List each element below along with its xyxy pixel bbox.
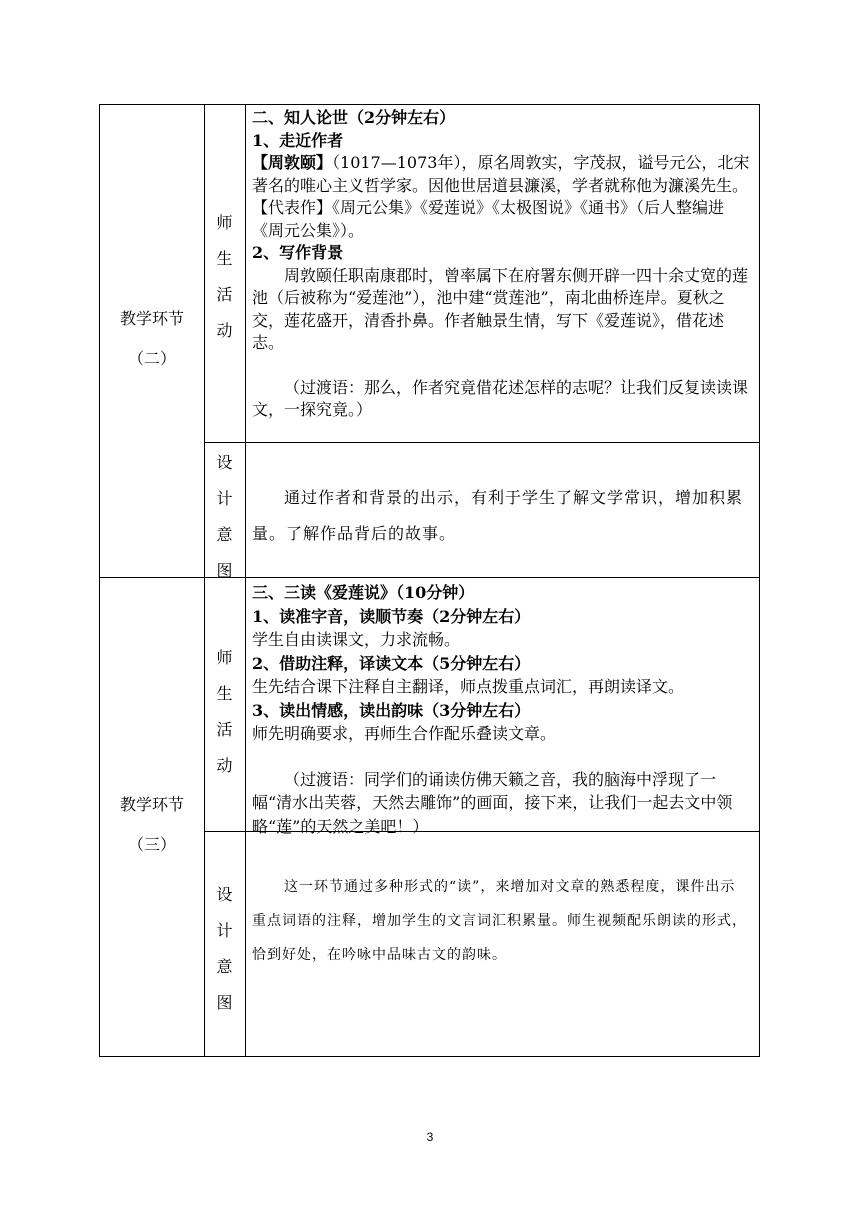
lesson-plan-table [99,104,760,1057]
label-char: 意 [216,957,233,976]
design-label-2 [204,445,245,589]
label-char: 生 [216,684,233,703]
section-divider [100,577,759,578]
label-char: 设 [216,885,233,904]
activity-content-2 [252,107,751,422]
stage-label-3 [100,785,204,865]
design-content-3 [252,870,749,972]
label-char: 图 [216,993,233,1012]
label-char: 生 [216,249,233,268]
stage-label-2 [100,299,204,379]
subheading: 3、读出情感，读出韵味（3分钟左右） [252,700,531,720]
step-text: 学生自由读课文，力求流畅。 [252,630,461,649]
label-char: 设 [216,453,233,472]
section-heading: 二、知人论世（2分钟左右） [252,108,456,127]
step-text: 师先明确要求，再师生合作配乐叠读文章。 [252,724,557,743]
stage-number: （三） [127,835,176,854]
stage-title: 教学环节 [119,309,184,328]
label-char: 师 [216,648,233,667]
transition-text: （过渡语：那么，作者究竟借花述怎样的志呢？让我们反复读读课文，一探究竟。） [252,377,749,419]
works-text: 【代表作】《周元公集》《爱莲说》《太极图说》《通书》（后人整编进《周元公集》）。 [252,198,725,240]
row-divider-s2 [204,442,759,443]
author-text: （1017—1073年），原名周敦实，字茂叔，谥号元公，北宋著名的唯心主义哲学家。因他世居道县濂溪，学者就称他为濂溪先生。 [252,153,750,195]
label-char: 动 [216,321,233,340]
label-char: 计 [216,921,233,940]
label-char: 动 [216,756,233,775]
subheading: 1、读准字音，读顺节奏（2分钟左右） [252,606,531,626]
background-text: 周敦颐任职南康郡时，曾率属下在府署东侧开辟一四十余丈宽的莲池（后被称为“爱莲池”），池中建“赏莲池”，南北曲桥连岸。夏秋之交，莲花盛开，清香扑鼻。作者触景生情，写下《爱莲说》，借花述志。 [252,265,749,352]
subheading: 2、写作背景 [252,243,344,262]
design-text: 这一环节通过多种形式的“读”，来增加对文章的熟悉程度，课件出示重点词语的注释，增加学生的文言词汇积累量。师生视频配乐朗读的形式，恰到好处，在吟咏中品味古文的韵味。 [252,879,747,963]
design-text: 通过作者和背景的出示，有利于学生了解文学常识，增加积累量。了解作品背后的故事。 [252,488,744,543]
author-intro [252,152,751,197]
label-char: 意 [216,525,233,544]
page-number: 3 [426,1130,434,1144]
label-char: 计 [216,489,233,508]
label-char: 图 [216,561,233,580]
stage-number: （二） [127,349,176,368]
label-char: 师 [216,213,233,232]
label-char: 活 [216,720,233,739]
activity-label-2 [204,205,245,349]
author-label: 【周敦颐】 [252,153,333,172]
design-content-2 [252,480,749,552]
transition-text: （过渡语：同学们的诵读仿佛天籁之音，我的脑海中浮现了一幅“清水出芙蓉，天然去雕饰”的画面，接下来，让我们一起去文中领略“莲”的天然之美吧！） [252,769,733,836]
stage-title: 教学环节 [119,795,184,814]
step-text: 生先结合课下注释自主翻译，师点拨重点词汇，再朗读译文。 [252,677,685,696]
col-divider-2 [245,105,246,1056]
section-heading: 三、三读《爱莲说》（10分钟） [252,583,475,602]
label-char: 活 [216,285,233,304]
activity-label-3 [204,640,245,784]
design-label-3 [204,877,245,1021]
subheading: 2、借助注释，译读文本（5分钟左右） [252,653,531,673]
subheading: 1、走近作者 [252,130,344,150]
activity-content-3 [252,581,751,838]
